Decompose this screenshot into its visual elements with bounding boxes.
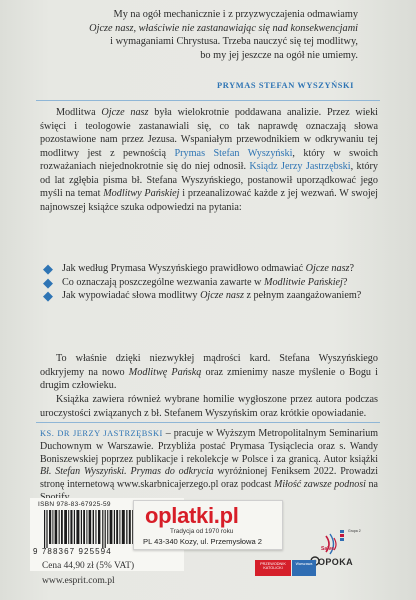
- opening-quote: [58, 8, 358, 62]
- diamond-bullet-icon: ◆: [43, 261, 53, 276]
- diamond-bullet-icon: ◆: [43, 288, 53, 303]
- question-item: ◆ Co oznaczają poszczególne wezwania zawarte w Modlitwie Pańskiej?: [40, 276, 378, 290]
- group-logo-label: Grupa 2: [348, 529, 361, 533]
- divider-top: [36, 100, 380, 101]
- author-name: KS. DR JERZY JASTRZĘBSKI: [40, 429, 163, 438]
- highlight-writer-name: Ksiądz Jerzy Jastrzębski: [249, 161, 351, 172]
- price-label: Cena 44,90 zł (5% VAT): [42, 561, 135, 571]
- quote-author: PRYMAS STEFAN WYSZYŃSKI: [217, 81, 354, 90]
- opoka-logo-label: OPOKA: [318, 557, 354, 567]
- publisher-website[interactable]: www.esprit.com.pl: [42, 575, 115, 586]
- quote-line: i wymaganiami Chrystusa. Trzeba nauczyć się tej modlitwy,: [110, 36, 358, 48]
- shop-tagline: Tradycja od 1970 roku: [170, 528, 234, 535]
- quote-line: Ojcze nasz, właściwie nie zastanawiając się nad konsekwencjami: [89, 22, 358, 34]
- isbn-label: ISBN 978-83-67925-59: [38, 501, 111, 508]
- quote-line: My na ogół mechanicznie i z przyzwyczajenia odmawiamy: [113, 9, 358, 20]
- shop-sticker: [133, 500, 283, 550]
- shop-logo: oplatki.pl: [145, 503, 239, 528]
- diamond-bullet-icon: ◆: [43, 274, 53, 290]
- author-bio: KS. DR JERZY JASTRZĘBSKI – pracuje w Wyższym Metropolitalnym Seminarium Duchownym w Warszawie. Przybliża postać Prymasa Tysiąclecia oraz s. Wandy Boniszewskiej poprzez publikacje i rekolekcje w Polsce i za granicą. Autor książki Bł. Stefan Wyszyński. Prymas do odkrycia wyróżnionej Feniksem 2022. Prowadzi stronę internetową www.skarbnicajerzego.pl oraz podcast Miłość zawsze podnosi na: [40, 428, 379, 491]
- salve-logo-label: Salve: [321, 546, 335, 552]
- contents-paragraph: Książka zawiera również wybrane homilie wygłoszone przez autora podczas uroczystości związanych z bł. Stefanem Wyszyńskim oraz krótkie opowiadanie.: [40, 394, 378, 419]
- question-list: [40, 262, 378, 303]
- group-logo-icon: [340, 530, 344, 541]
- shop-address: PL 43-340 Kozy, ul. Przemysłowa 2: [143, 537, 263, 546]
- conclusion-paragraph: To właśnie dzięki niezwykłej mądrości kard. Stefana Wyszyńskiego odkryjemy na nowo Modlitwę Pańską oraz zmienimy nasze myślenie o Bogu i drugim człowieku.: [40, 353, 378, 391]
- divider-bottom: [36, 422, 380, 423]
- isbn-digits: 9 788367 925594: [33, 547, 112, 556]
- quote-line: bo my jej jeszcze na ogół nie umiemy.: [200, 49, 358, 61]
- warszawa-badge: Warszawa: [292, 560, 316, 576]
- description-paragraph: Modlitwa Ojcze nasz była wielokrotnie poddawana analizie. Przez wieki święci i teologowie zastanawiali się, co tak naprawdę oznaczają słowa pozostawione nam przez Jezusa. Wspaniałym przewodnikiem w odkrywaniu tej modlitwy jest z pewnością Prymas Stefan Wyszyński, który w swoich rozważaniach niejednokrotnie się do niej odnosił. Ksiądz Jerzy Jastrzębski, który od lat zgłębia pisma bł. Stefana Wyszyńskiego, postanowił uporządkować jego myśli na temat Modlitwy Pańskiej i przeanalizować każde z jej wezwań. W swojej najnowszej książce szuka odpowiedzi na pytania:: [40, 107, 379, 213]
- question-item: ◆ Jak wypowiadać słowa modlitwy Ojcze nasz z pełnym zaangażowaniem?: [40, 289, 378, 303]
- question-item: ◆ Jak według Prymasa Wyszyńskiego prawidłowo odmawiać Ojcze nasz?: [40, 262, 378, 276]
- przewodnik-badge: PRZEWODNIK KATOLICKI: [255, 560, 291, 576]
- highlight-author-name: Prymas Stefan Wyszyński: [174, 147, 293, 159]
